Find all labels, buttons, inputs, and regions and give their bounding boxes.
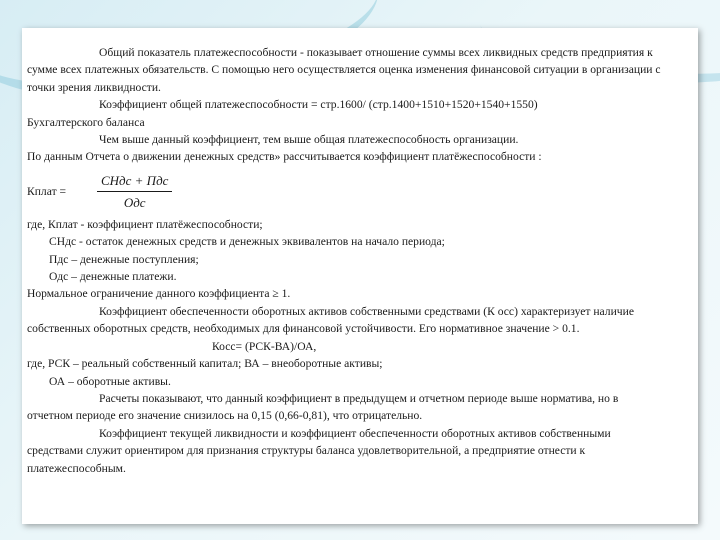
paragraph-ods: Одс – денежные платежи. <box>49 270 177 284</box>
paragraph-oa: ОА – оборотные активы. <box>49 374 171 388</box>
koss-formula: Косс= (РСК-ВА)/ОА, <box>212 339 317 353</box>
paragraph-where-rsk: где, РСК – реальный собственный капитал; ВА – внеоборотные активы; <box>27 357 383 371</box>
solvency-formula <box>27 170 667 214</box>
paragraph-koss-definition: Коэффициент обеспеченности оборотных активов собственными средствами (К осс) характеризует наличие собственных оборотных средств, необходимых для финансовой устойчивости. Его нормативное значение > 0.1. <box>27 304 634 336</box>
paragraph-cash-flow-report: По данным Отчета о движении денежных средств» рассчитывается коэффициент платёжеспособности : <box>27 150 542 164</box>
paragraph-solvency-definition: Общий показатель платежеспособности - показывает отношение суммы всех ликвидных средств предприятия к сумме всех платежных обязательств. С помощью него осуществляется оценка изменения финансовой ситуации в организации с точки зрения ликвидности. <box>27 46 661 94</box>
formula-numerator: СНдс + Пдс <box>97 172 172 192</box>
paragraph-calculations: Расчеты показывают, что данный коэффициент в предыдущем и отчетном периоде выше норматива, но в отчетном периоде его значение снизилось на 0,15 (0,66-0,81), что отрицательно. <box>27 391 619 423</box>
paragraph-where-kplat: где, Кплат - коэффициент платёжеспособности; <box>27 217 263 231</box>
paragraph-pds: Пдс – денежные поступления; <box>49 252 199 266</box>
paragraph-higher-coefficient: Чем выше данный коэффициент, тем выше общая платежеспособность организации. <box>99 133 519 147</box>
formula-denominator: Одс <box>123 194 146 210</box>
paragraph-snds: СНдс - остаток денежных средств и денежных эквивалентов на начало периода; <box>49 235 445 249</box>
document-body <box>27 44 667 477</box>
paragraph-normal-limit: Нормальное ограничение данного коэффициента ≥ 1. <box>27 287 291 301</box>
paragraph-balance-sheet: Бухгалтерского баланса <box>27 115 145 129</box>
paragraph-general-solvency-formula: Коэффициент общей платежеспособности = стр.1600/ (стр.1400+1510+1520+1540+1550) <box>99 98 538 112</box>
formula-fraction <box>97 172 172 212</box>
formula-lhs: Кплат = <box>27 185 67 199</box>
paragraph-conclusion: Коэффициент текущей ликвидности и коэффициент обеспеченности оборотных активов собственными средствами служит ориентиром для признания структуры баланса удовлетворительной, а предприятие отнести к платежеспособным. <box>27 426 611 475</box>
